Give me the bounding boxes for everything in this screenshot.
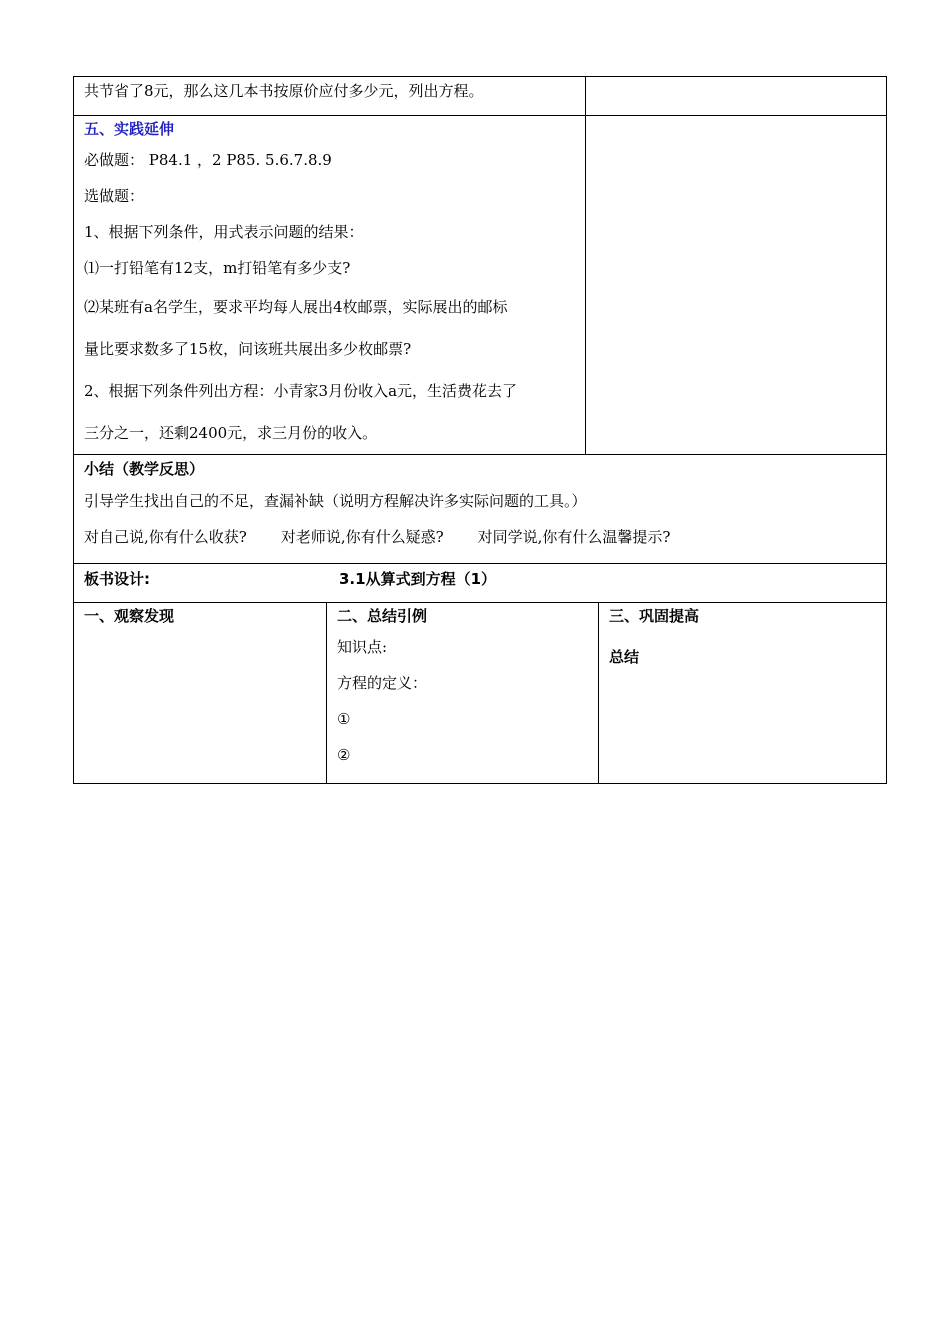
question-1b-line2: 量比要求数多了15枚，问该班共展出多少枚邮票? [84,340,412,358]
question-2-line1: 2、根据下列条件列出方程：小青家3月份收入a元，生活费花去了 [84,382,518,400]
board-title: 3.1从算式到方程（1） [339,570,497,588]
observe-heading: 一、观察发现 [84,607,175,625]
board-label: 板书设计: [84,570,150,588]
board-col-summary [327,603,599,784]
required-exercises: 必做题： P84.1 ，2 P85. 5.6.7.8.9 [84,151,332,169]
continuation-cell [74,77,586,116]
summary-questions [84,519,876,555]
equation-definition-label: 方程的定义： [337,674,428,692]
question-1b-line1: ⑵某班有a名学生，要求平均每人展出4枚邮票，实际展出的邮标 [84,298,508,316]
summary-guide: 引导学生找出自己的不足，查漏补缺（说明方程解决许多实际问题的工具。） [84,492,587,510]
continuation-row [74,77,887,116]
practice-cell [74,116,586,455]
continuation-text: 共节省了8元，那么这几本书按原价应付多少元，列出方程。 [84,82,484,100]
circled-two: ② [337,746,351,764]
summary-heading: 小结（教学反思） [84,460,205,478]
practice-row [74,116,887,455]
board-col-observe [74,603,327,784]
knowledge-point-label: 知识点: [337,638,388,656]
question-self: 对自己说,你有什么收获? [84,528,247,546]
board-col-consolidate [599,603,887,784]
consolidate-heading: 三、巩固提高 [609,607,700,625]
question-2-line2: 三分之一，还剩2400元，求三月份的收入。 [84,424,378,442]
question-classmate: 对同学说,你有什么温馨提示? [477,528,671,546]
lesson-plan-page [73,76,886,784]
conclusion-label: 总结 [609,648,640,666]
question-1: 1、根据下列条件，用式表示问题的结果： [84,223,364,241]
optional-label: 选做题： [84,187,145,205]
question-teacher: 对老师说,你有什么疑惑? [280,528,444,546]
practice-heading: 五、实践延伸 [84,120,175,138]
question-1a: ⑴一打铅笔有12支，m打铅笔有多少支? [84,259,351,277]
lesson-table-top [73,76,887,603]
summary-row [74,455,887,564]
board-content-row [74,603,887,784]
board-title-cell [74,564,887,603]
notes-cell-2 [586,116,887,455]
board-table [73,602,887,784]
notes-cell-1 [586,77,887,116]
summary-example-heading: 二、总结引例 [337,607,428,625]
board-title-row [74,564,887,603]
summary-cell [74,455,887,564]
circled-one: ① [337,710,351,728]
